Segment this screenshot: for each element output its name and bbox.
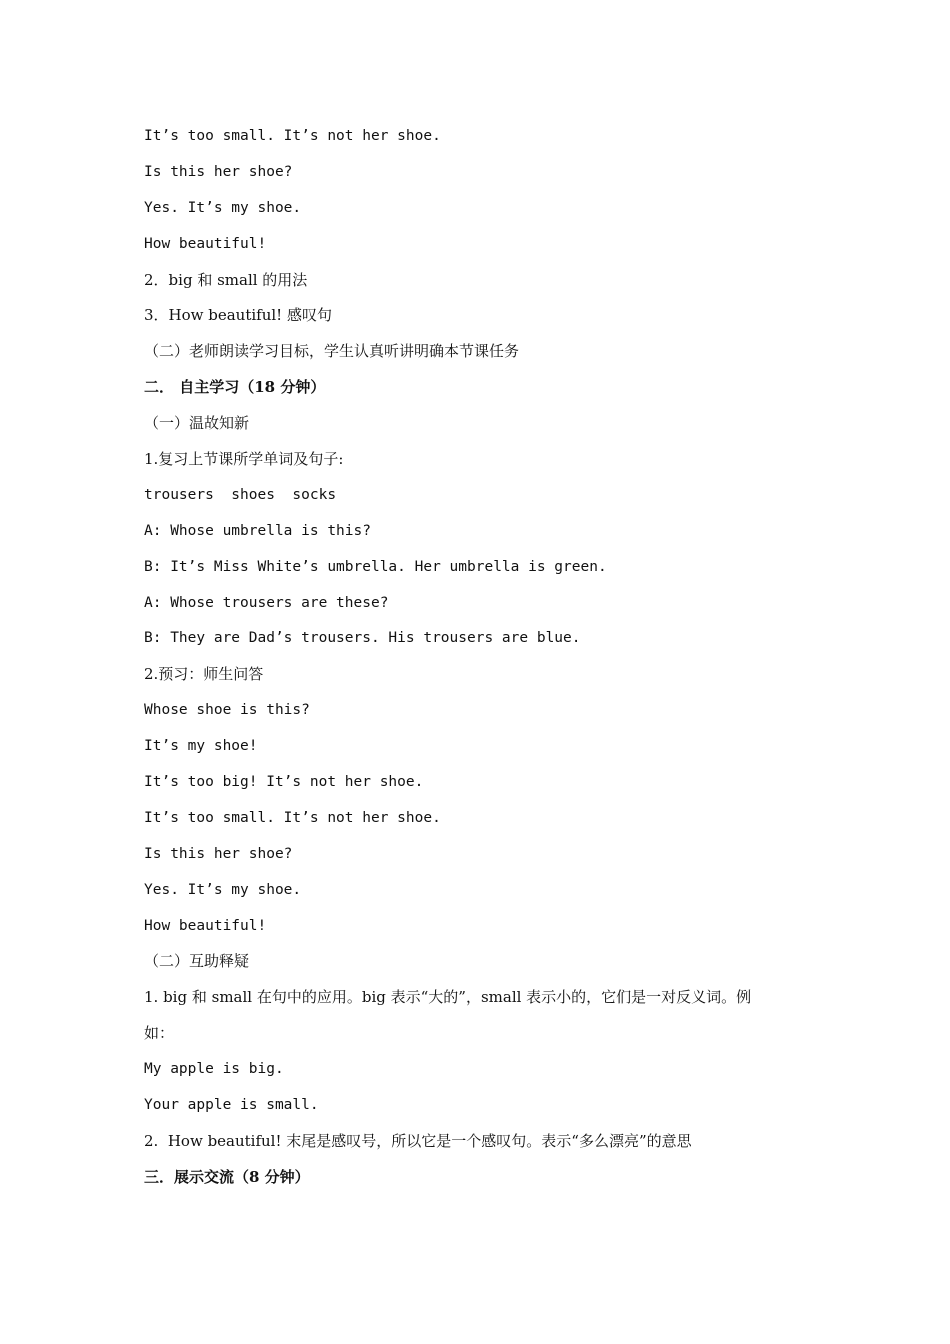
text-line: It’s too small. It’s not her shoe. (144, 809, 441, 826)
text-line: 1.复习上节课所学单词及句子: (144, 450, 344, 469)
text-line: Is this her shoe? (144, 163, 293, 180)
text-line: Whose shoe is this? (144, 702, 310, 719)
text-line: 3．How beautiful! 感叹句 (144, 306, 332, 325)
text-line: My apple is big. (144, 1061, 284, 1078)
text-line: 2．big 和 small 的用法 (144, 270, 308, 289)
text-line: It’s too big! It’s not her shoe. (144, 774, 424, 791)
text-line: 如： (144, 1024, 175, 1043)
text-line: （一）温故知新 (144, 414, 250, 433)
text-line: Is this her shoe? (144, 845, 293, 862)
section-heading: 三．展示交流（8 分钟） (144, 1167, 310, 1186)
document-body (144, 119, 824, 1196)
text-line: B: They are Dad’s trousers. His trousers are blue. (144, 630, 581, 647)
text-line: Yes. It’s my shoe. (144, 199, 302, 216)
text-line: trousers shoes socks (144, 486, 337, 503)
text-line: It’s too small. It’s not her shoe. (144, 128, 441, 144)
text-line: A: Whose umbrella is this? (144, 522, 371, 539)
text-line: B: It’s Miss White’s umbrella. Her umbrella is green. (144, 558, 607, 575)
text-line: How beautiful! (144, 917, 267, 934)
section-heading: 二． 自主学习（18 分钟） (144, 378, 326, 397)
text-line: 2.预习：师生问答 (144, 665, 264, 684)
text-line: 2. How beautiful! 末尾是感叹号，所以它是一个感叹句。表示“多么漂亮”的意思 (144, 1131, 692, 1150)
text-line: （二）互助释疑 (144, 952, 250, 971)
text-line: It’s my shoe! (144, 738, 258, 755)
text-line: How beautiful! (144, 235, 267, 252)
text-line: Yes. It’s my shoe. (144, 881, 302, 898)
text-line: 1. big 和 small 在句中的应用。big 表示“大的”，small 表示小的，它们是一对反义词。例 (144, 988, 752, 1007)
text-line: Your apple is small. (144, 1097, 319, 1114)
text-line: （二）老师朗读学习目标，学生认真听讲明确本节课任务 (144, 342, 520, 361)
text-line: A: Whose trousers are these? (144, 594, 389, 611)
